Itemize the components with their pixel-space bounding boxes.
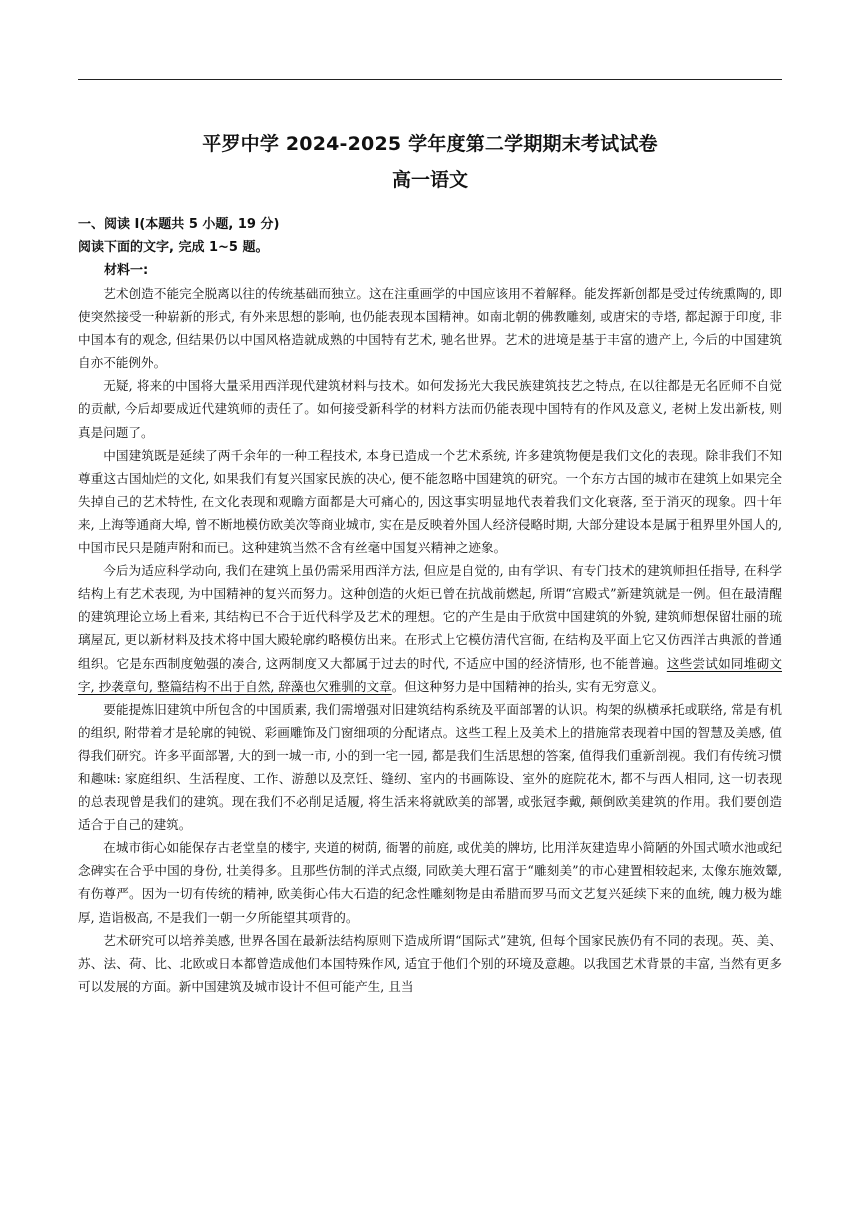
paragraph: 在城市街心如能保存古老堂皇的楼宇, 夹道的树荫, 衙署的前庭, 或优美的牌坊, 比用洋灰建造卑小简陋的外国式喷水池或纪念碑实在合乎中国的身份, 壮美得多。且那些仿制的洋式点缀, 同欧美大理石富于“雕刻美”的市心建置相较起来, 太像东施效颦, 有伤尊严。因为一切有传统的精神, 欧美街心伟大石造的纪念性雕刻物是由希腊而罗马而文艺复兴延续下来的血统, 魄力极为雄厚, 造诣极高, 不是我们一朝一夕所能望其项背的。: [78, 840, 782, 925]
paragraph-with-underline: [78, 559, 782, 698]
header-rule: [78, 79, 782, 80]
exam-subtitle: 高一语文: [391, 169, 468, 191]
paragraph: 艺术创造不能完全脱离以往的传统基础而独立。这在注重画学的中国应该用不着解释。能发挥新创都是受过传统熏陶的, 即使突然接受一种崭新的形式, 有外来思想的影响, 也仍能表现本国精神。如南北朝的佛教雕刻, 或唐宋的寺塔, 都起源于印度, 非中国本有的观念, 但结果仍以中国风格造就成熟的中国特有艺术, 驰名世界。艺术的进境是基于丰富的遗产上, 今后的中国建筑自亦不能例外。: [78, 286, 782, 371]
exam-content: [78, 213, 782, 998]
material-label: 材料一:: [104, 263, 149, 278]
paragraph-tail: 。但这种努力是中国精神的抬头, 实有无穷意义。: [391, 678, 665, 694]
title-block: [78, 130, 782, 194]
paragraph: 中国建筑既是延续了两千余年的一种工程技术, 本身已造成一个艺术系统, 许多建筑物便是我们文化的表现。除非我们不知尊重这古国灿烂的文化, 如果我们有复兴国家民族的决心, 便不能忽略中国建筑的研究。一个东方古国的城市在建筑上如果完全失掉自己的艺术特性, 在文化表现和观瞻方面都是大可痛心的, 因这事实明显地代表着我们文化衰落, 至于消灭的现象。四十年来, 上海等通商大埠, 曾不断地模仿欧美次等商业城市, 实在是反映着外国人经济侵略时期, 大部分建设本是属于租界里外国人的, 中国市民只是随声附和而已。这种建筑当然不含有丝毫中国复兴精神之迹象。: [78, 447, 782, 556]
section-instruction: 阅读下面的文字, 完成 1~5 题。: [78, 240, 269, 255]
paragraph: 无疑, 将来的中国将大量采用西洋现代建筑材料与技术。如何发扬光大我民族建筑技艺之特点, 在以往都是无名匠师不自觉的贡献, 今后却要成近代建筑师的责任了。如何接受新科学的材料方法而仍能表现中国特有的作风及意义, 老树上发出新枝, 则真是问题了。: [78, 378, 782, 440]
exam-title: 平罗中学 2024-2025 学年度第二学期期末考试试卷: [202, 133, 658, 155]
underlined-sentence: 这些尝试如同堆砌文字, 抄袭章句, 整篇结构不出于自然, 辞藻也欠雅驯的文章: [78, 655, 782, 694]
paragraph: 要能提炼旧建筑中所包含的中国质素, 我们需增强对旧建筑结构系统及平面部署的认识。构架的纵横承托或联络, 常是有机的组织, 附带着才是轮廓的钝锐、彩画雕饰及门窗细项的分配诸点。这些工程上及美术上的措施常表现着中国的智慧及美感, 值得我们研究。许多平面部署, 大的到一城一市, 小的到一宅一园, 都是我们生活思想的答案, 值得我们重新剖视。我们有传统习惯和趣味: 家庭组织、生活程度、工作、游憩以及烹饪、缝纫、室内的书画陈设、室外的庭院花木, 都不与西人相同, 这一切表现的总表现曾是我们的建筑。现在我们不必削足适履, 将生活来将就欧美的部署, 或张冠李戴, 颠倒欧美建筑的作用。我们要创造适合于自己的建筑。: [78, 701, 782, 833]
paragraph-text: 今后为适应科学动向, 我们在建筑上虽仍需采用西洋方法, 但应是自觉的, 由有学识、有专门技术的建筑师担任指导, 在科学结构上有艺术表现, 为中国精神的复兴而努力。这种创造的火炬已曾在抗战前燃起, 所谓“宫殿式”新建筑就是一例。但在最清醒的建筑理论立场上看来, 其结构已不合于近代科学及艺术的理想。它的产生是由于欣赏中国建筑的外貌, 建筑师想保留壮丽的琉璃屋瓦, 更以新材料及技术将中国大殿轮廓约略模仿出来。在形式上它模仿清代宫衙, 在结构及平面上它又仿西洋古典派的普通组织。它是东西制度勉强的凑合, 这两制度又大都属于过去的时代, 不适应中国的经济情形, 也不能普遍。: [78, 563, 782, 671]
section-heading: 一、阅读 I(本题共 5 小题, 19 分): [78, 217, 280, 232]
paragraph: 艺术研究可以培养美感, 世界各国在最新法结构原则下造成所谓“国际式”建筑, 但每个国家民族仍有不同的表现。英、美、苏、法、荷、比、北欧或日本都曾造成他们本国特殊作风, 适宜于他们个别的环境及意趣。以我国艺术背景的丰富, 当然有更多可以发展的方面。新中国建筑及城市设计不但可能产生, 且当: [78, 932, 782, 994]
